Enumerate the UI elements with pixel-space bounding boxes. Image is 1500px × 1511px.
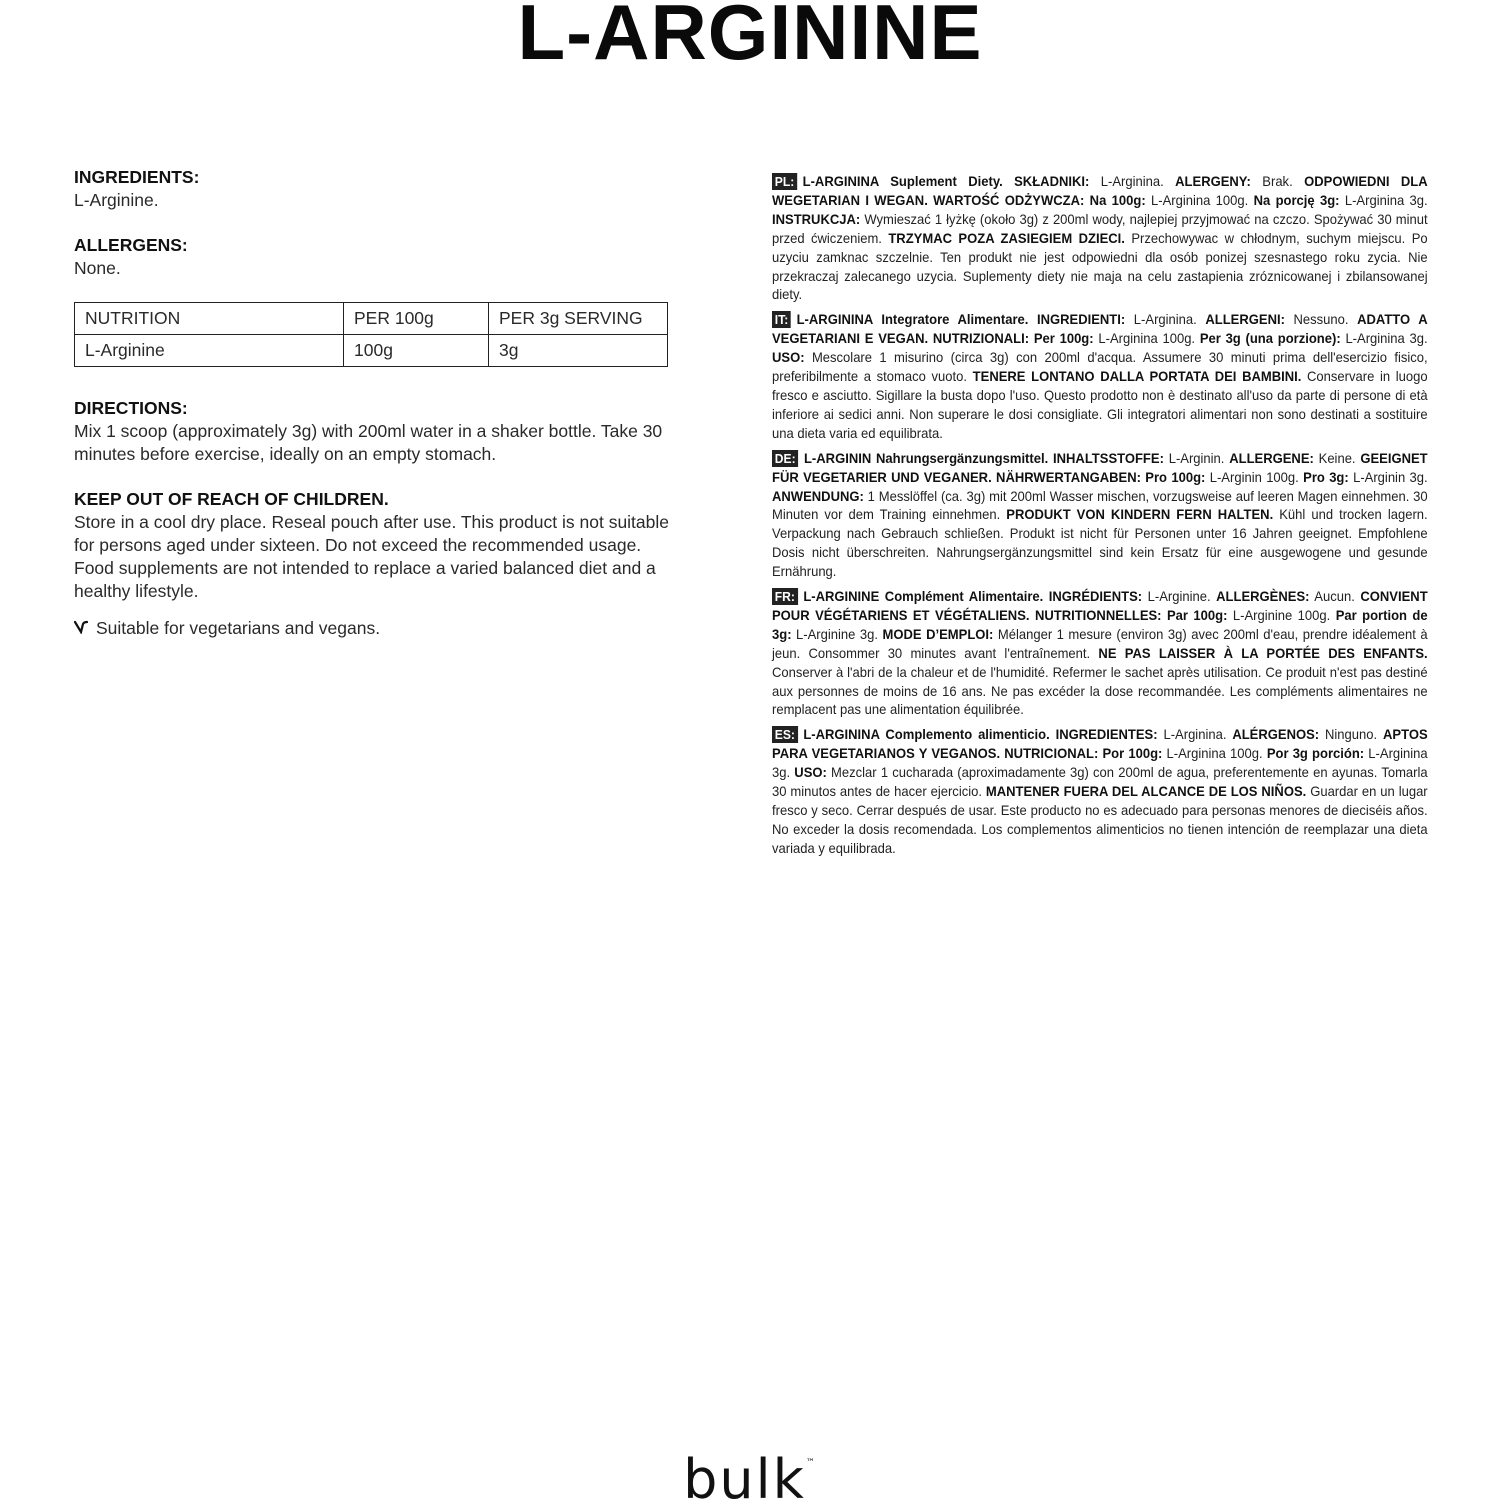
nutrition-header-row <box>75 303 668 335</box>
translation-es <box>772 725 1428 857</box>
english-label-panel <box>74 166 674 640</box>
body-text: Aucun. <box>1309 588 1361 605</box>
warning-heading: KEEP OUT OF REACH OF CHILDREN. <box>74 489 389 509</box>
ingredients-text: L-Arginine. <box>74 190 159 210</box>
body-text: L-Arginin 100g. <box>1205 468 1304 485</box>
body-text: L-Arginine 3g. <box>791 625 883 642</box>
table-header: NUTRITION <box>75 303 344 335</box>
body-text: 1 Messlöffel (ca. 3g) mit 200ml Wasser mischen, vorzugsweise auf leeren Magen einnehmen. 30 Minuten vor dem Training einnehmen. <box>772 487 1428 523</box>
bold-label: ADATTO A VEGETARIANI E VEGAN. NUTRIZIONALI: Per 100g: <box>772 311 1428 347</box>
bold-label: ALLERGENE: <box>1229 449 1314 466</box>
bold-label: Na porcję 3g: <box>1253 191 1340 208</box>
body-text: Kühl und trocken lagern. Verpackung nach Gebrauch schließen. Produkt ist nicht für Personen unter 16 Jahren geeignet. Empfohlene Dosis nicht überschreiten. Nahrungsergänzungsmittel sind kein Ersatz für eine ausgewogene und gesunde Ernährung. <box>772 506 1428 580</box>
body-text: Conservare in luogo fresco e asciutto. Sigillare la busta dopo l'uso. Questo prodotto non è destinato all'uso da parte di persone di età inferiore ai sedici anni. Non superare le dosi consigliate. Gli integratori alimentari non sono destinati a sostituire una dieta varia ed equilibrata. <box>772 368 1428 441</box>
vegan-v-icon <box>74 617 88 640</box>
body-text: L-Arginina. <box>1125 311 1206 328</box>
bold-label: L-ARGININA Integratore Alimentare. INGREDIENTI: <box>796 311 1126 328</box>
body-text: L-Arginina 3g. <box>1339 191 1428 208</box>
bold-label: USO: <box>772 349 805 366</box>
body-text: Brak. <box>1250 173 1305 189</box>
bold-label: Par portion de 3g: <box>772 606 1428 642</box>
body-text: Conserver à l'abri de la chaleur et de l'humidité. Refermer le sachet après utilisation. Ce produit n'est pas destiné aux personnes de moins de 16 ans. Ne pas excéder la dose recommandée. Les compléments alimentaires ne remplacent pas une alimentation équilibrée. <box>772 663 1428 718</box>
ingredients-section <box>74 166 674 212</box>
bold-label: CONVIENT POUR VÉGÉTARIENS ET VÉGÉTALIENS. NUTRITIONNELLES: Par 100g: <box>772 588 1428 623</box>
body-text: L-Arginin 3g. <box>1348 468 1428 485</box>
table-cell: 3g <box>489 335 668 367</box>
bold-label: PRODUKT VON KINDERN FERN HALTEN. <box>1006 506 1274 523</box>
bold-label: INSTRUKCJA: <box>772 210 861 227</box>
table-row <box>75 335 668 367</box>
language-code-badge: DE: <box>772 450 798 467</box>
vegan-text: Suitable for vegetarians and vegans. <box>96 618 381 638</box>
body-text: L-Arginina. <box>1089 173 1176 189</box>
bold-label: ALLERGÈNES: <box>1216 588 1310 605</box>
nutrition-table <box>74 302 668 367</box>
bold-label: ODPOWIEDNI DLA WEGETARIAN I WEGAN. WARTOŚĆ ODŻYWCZA: Na 100g: <box>772 173 1428 208</box>
vegan-badge <box>74 617 674 640</box>
table-cell: 100g <box>344 335 489 367</box>
bold-label: Por 3g porción: <box>1266 745 1365 762</box>
allergens-section <box>74 234 674 280</box>
bold-label: L-ARGININA Suplement Diety. SKŁADNIKI: <box>802 173 1090 189</box>
directions-section <box>74 397 674 466</box>
translation-fr <box>772 587 1428 719</box>
allergens-heading: ALLERGENS: <box>74 235 188 255</box>
directions-heading: DIRECTIONS: <box>74 398 188 418</box>
bold-label: ALERGENY: <box>1175 173 1251 189</box>
bold-label: APTOS PARA VEGETARIANOS Y VEGANOS. NUTRICIONAL: Por 100g: <box>772 726 1428 762</box>
body-text: Wymieszać 1 łyżkę (około 3g) z 200ml wody, najlepiej przyjmować na czczo. Spożywać 30 minut przed ćwiczeniem. <box>772 210 1428 246</box>
bold-label: TENERE LONTANO DALLA PORTATA DEI BAMBINI. <box>972 368 1302 385</box>
bold-label: MANTENER FUERA DEL ALCANCE DE LOS NIÑOS. <box>985 783 1307 800</box>
trademark-symbol: ™ <box>805 1458 817 1468</box>
body-text: L-Arginina 100g. <box>1162 745 1267 762</box>
bold-label: GEEIGNET FÜR VEGETARIER UND VEGANER. NÄHRWERTANGABEN: Pro 100g: <box>772 449 1428 485</box>
body-text: L-Arginina 3g. <box>772 745 1428 781</box>
bold-label: TRZYMAC POZA ZASIEGIEM DZIECI. <box>888 229 1125 246</box>
bold-label: ANWENDUNG: <box>772 487 864 504</box>
language-code-badge: ES: <box>772 726 798 743</box>
ingredients-heading: INGREDIENTS: <box>74 167 200 187</box>
body-text: Mélanger 1 mesure (environ 3g) avec 200ml d'eau, prendre idéalement à jeun. Consommer 30 minutes avant l'entraînement. <box>772 625 1428 661</box>
brand-logo <box>0 1448 1500 1511</box>
brand-name: bulk <box>683 1448 806 1511</box>
body-text: Keine. <box>1313 449 1361 466</box>
bold-label: L-ARGININA Complemento alimenticio. INGREDIENTES: <box>803 726 1158 743</box>
allergens-text: None. <box>74 258 121 278</box>
table-header: PER 100g <box>344 303 489 335</box>
body-text: Mezclar 1 cucharada (aproximadamente 3g) con 200ml de agua, preferentemente en ayunas. Tomarla 30 minutos antes de hacer ejercicio. <box>772 764 1428 800</box>
bold-label: L-ARGININE Complément Alimentaire. INGRÉDIENTS: <box>803 588 1143 605</box>
body-text: L-Arginine 100g. <box>1227 606 1336 623</box>
translation-pl <box>772 172 1428 304</box>
bold-label: ALÉRGENOS: <box>1232 726 1320 743</box>
table-cell: L-Arginine <box>75 335 344 367</box>
body-text: L-Arginina 100g. <box>1093 330 1200 347</box>
bold-label: USO: <box>794 764 827 781</box>
body-text: Nessuno. <box>1284 311 1358 328</box>
body-text: L-Arginine. <box>1142 588 1217 605</box>
bold-label: Per 3g (una porzione): <box>1199 330 1341 347</box>
product-title: L-ARGININE <box>517 0 983 76</box>
bold-label: MODE D’EMPLOI: <box>882 625 994 642</box>
bold-label: L-ARGININ Nahrungsergänzungsmittel. INHALTSSTOFFE: <box>803 449 1164 466</box>
body-text: L-Arginina 100g. <box>1145 191 1254 208</box>
language-code-badge: IT: <box>772 311 791 328</box>
translation-de <box>772 449 1428 581</box>
warning-text: Store in a cool dry place. Reseal pouch after use. This product is not suitable for persons aged under sixteen. Do not exceed the recommended usage. Food supplements are not intended to replace a varied balanced diet and a healthy lifestyle. <box>74 512 670 601</box>
body-text: Ninguno. <box>1319 726 1384 743</box>
body-text: Przechowywac w chłodnym, suchym miejscu. Po uzyciu zamknac szczelnie. Ten produkt nie jest odpowiedni dla osób ponizej szesnastego roku zycia. Nie przekraczaj zalecanego uzycia. Suplementy diety nie maja na celu zastapienia zróznicowanej i zbilansowanej diety. <box>772 229 1428 303</box>
bold-label: ALLERGENI: <box>1205 311 1285 328</box>
body-text: Guardar en un lugar fresco y seco. Cerrar después de usar. Este producto no es adecuado para personas menores de dieciséis años. No exceder la dosis recomendada. Los complementos alimenticios no tienen intención de reemplazar una dieta variada y equilibrada. <box>772 783 1428 856</box>
bold-label: NE PAS LAISSER À LA PORTÉE DES ENFANTS. <box>1098 644 1428 661</box>
body-text: L-Arginina 3g. <box>1340 330 1428 347</box>
bold-label: Pro 3g: <box>1303 468 1349 485</box>
translations-panel <box>772 172 1428 864</box>
translation-it <box>772 310 1428 442</box>
language-code-badge: FR: <box>772 588 798 605</box>
body-text: Mescolare 1 misurino (circa 3g) con 200ml d'acqua. Assumere 30 minuti prima dell'esercizio fisico, preferibilmente a stomaco vuoto. <box>772 349 1428 385</box>
language-code-badge: PL: <box>772 173 797 190</box>
warning-section <box>74 488 674 603</box>
table-header: PER 3g SERVING <box>489 303 668 335</box>
directions-text: Mix 1 scoop (approximately 3g) with 200ml water in a shaker bottle. Take 30 minutes before exercise, ideally on an empty stomach. <box>74 421 663 464</box>
body-text: L-Arginina. <box>1157 726 1233 743</box>
body-text: L-Arginin. <box>1163 449 1230 466</box>
